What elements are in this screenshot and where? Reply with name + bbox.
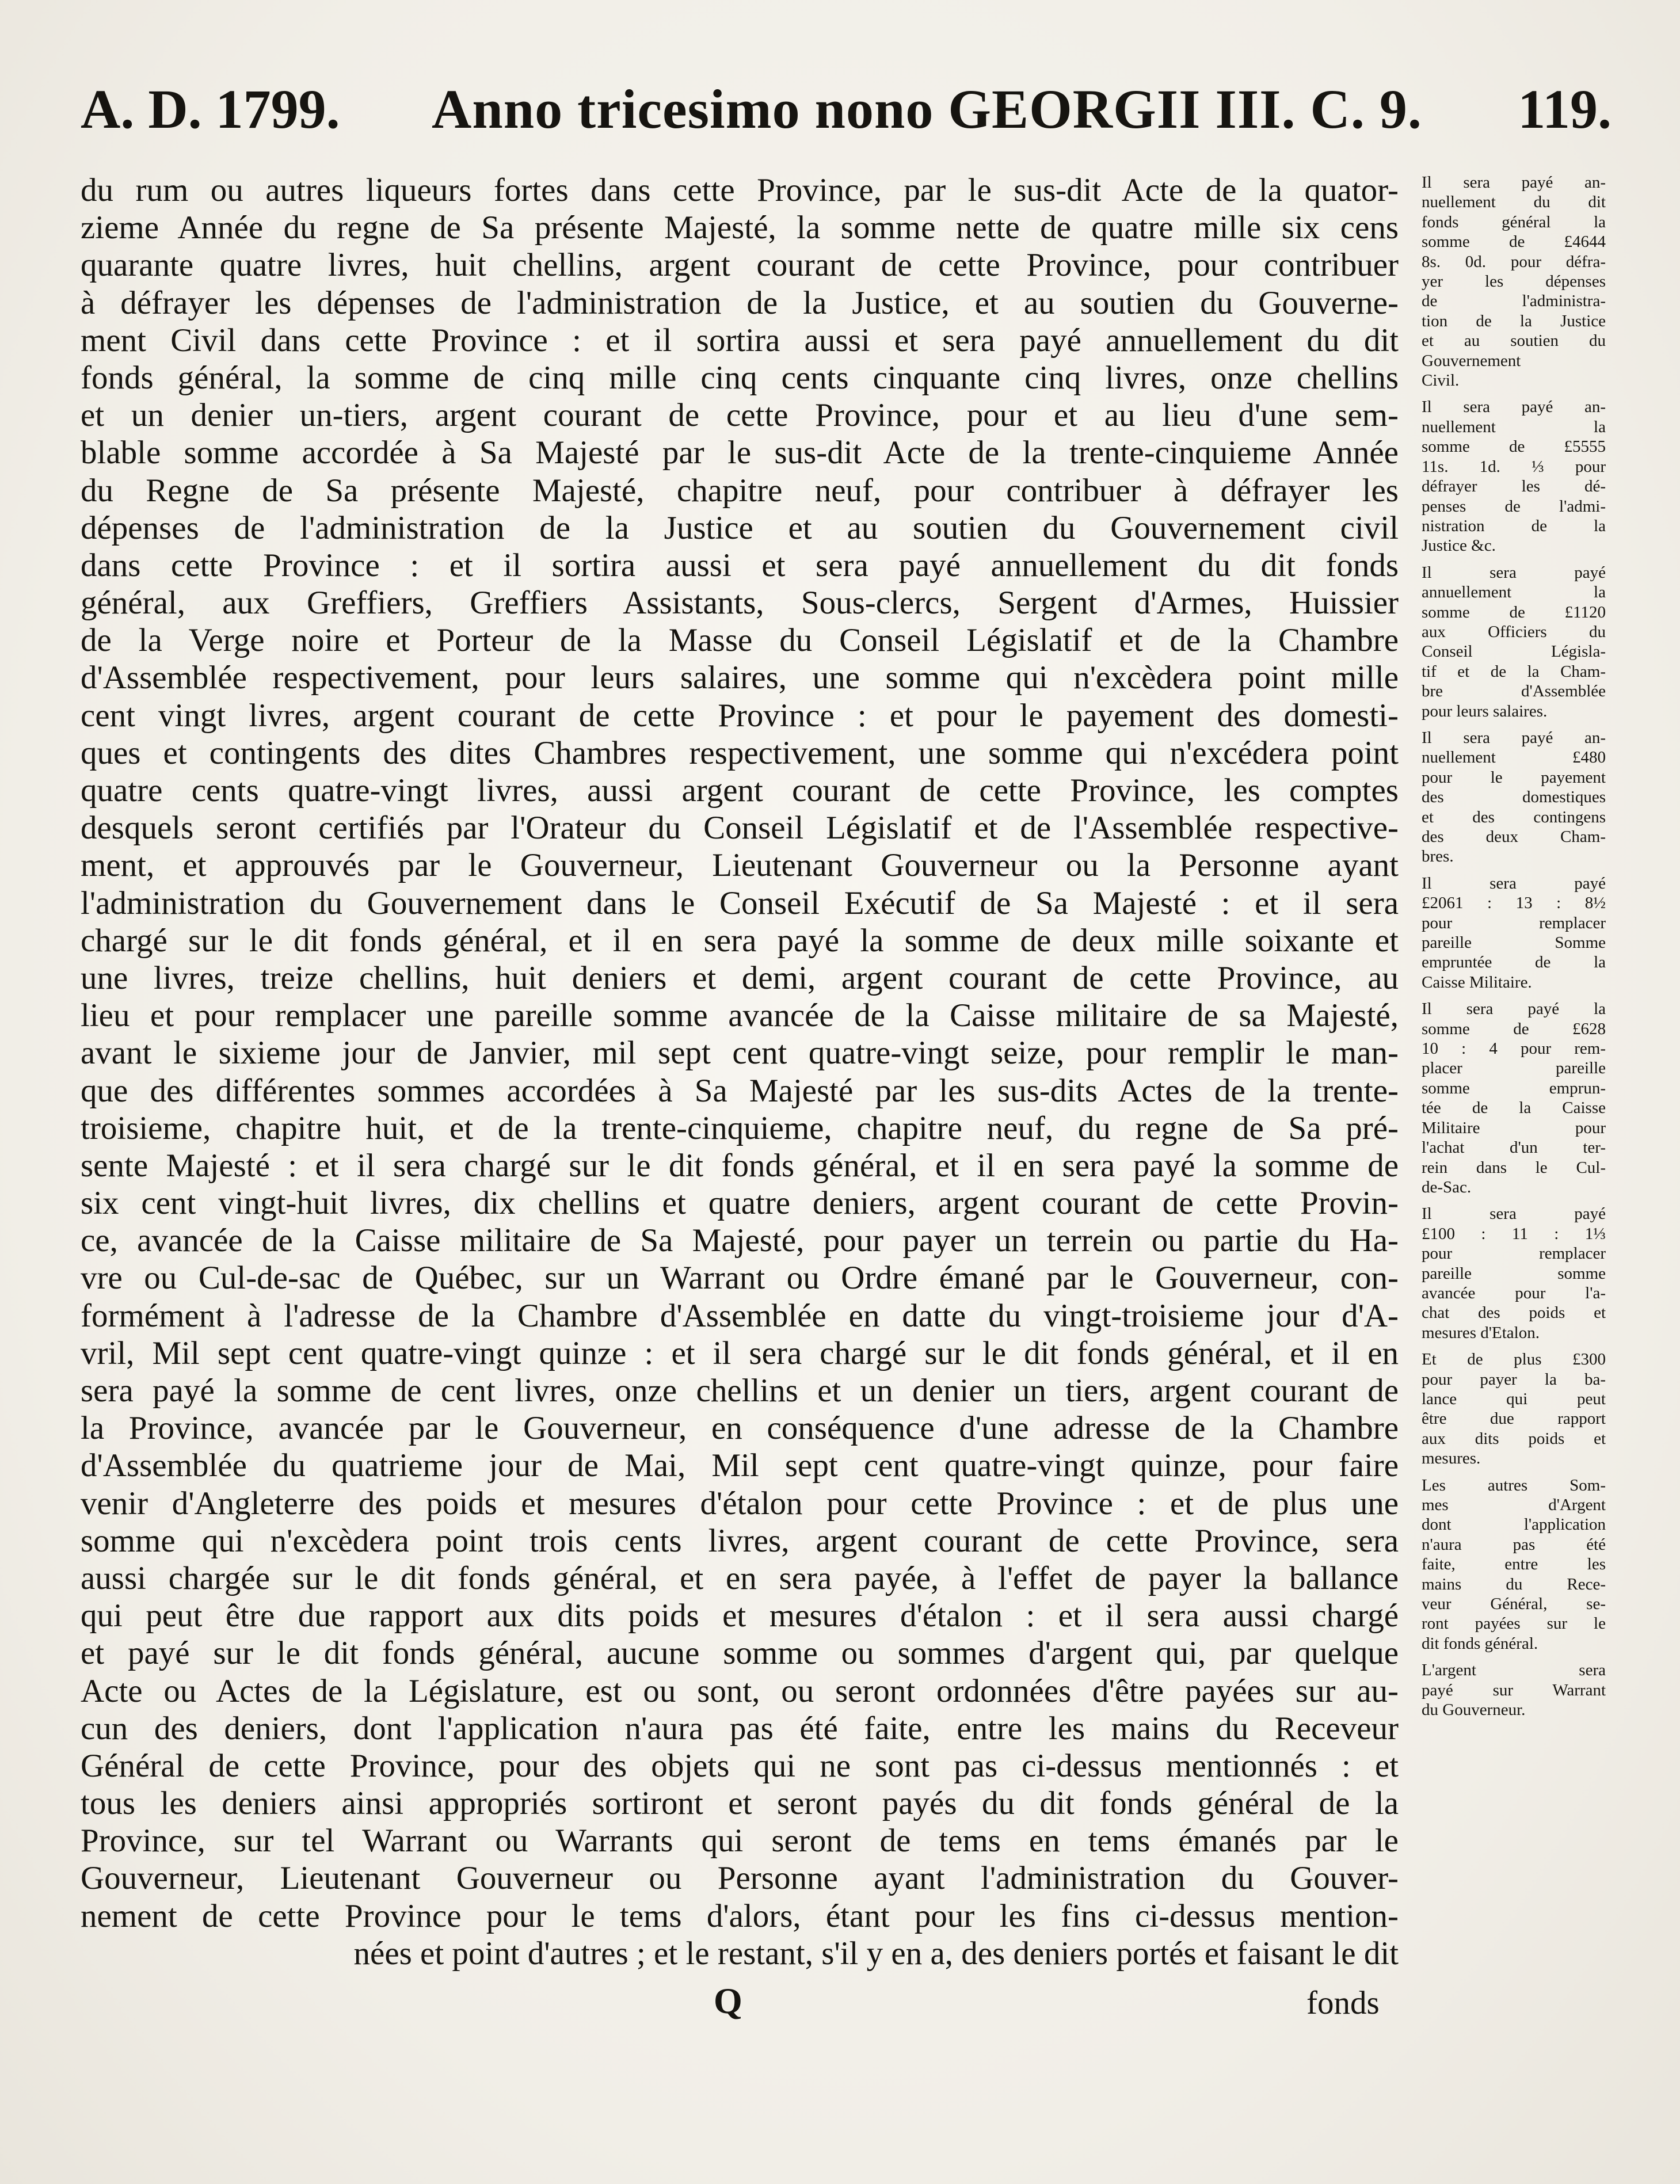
margin-note-line: Il sera payé xyxy=(1422,1205,1606,1224)
body-line: lieu et pour remplacer une pareille somme avancée de la Caisse militaire de sa Majesté, xyxy=(81,997,1399,1034)
body-line: l'administration du Gouvernement dans le Conseil Exécutif de Sa Majesté : et il sera xyxy=(81,885,1399,921)
body-line: que des différentes sommes accordées à Sa Majesté par les sus-dits Actes de la trente- xyxy=(81,1072,1399,1109)
margin-note-line: somme de £1120 xyxy=(1422,603,1606,622)
header-year: A. D. 1799. xyxy=(81,78,340,140)
margin-note xyxy=(1422,1350,1606,1468)
margin-note-line: mesures. xyxy=(1422,1449,1481,1468)
margin-note-line: empruntée de la xyxy=(1422,953,1606,972)
body-line: Gouverneur, Lieutenant Gouverneur ou Personne ayant l'administration du Gouver- xyxy=(81,1860,1399,1897)
margin-note-line: somme de £5555 xyxy=(1422,437,1606,456)
margin-note-line: somme emprun- xyxy=(1422,1078,1606,1097)
body-line: du Regne de Sa présente Majesté, chapitre neuf, pour contribuer à défrayer les xyxy=(81,472,1399,509)
body-line: dépenses de l'administration de la Justice et au soutien du Gouvernement civil xyxy=(81,509,1399,546)
margin-note-line: somme de £4644 xyxy=(1422,232,1606,251)
body-line: zieme Année du regne de Sa présente Majesté, la somme nette de quatre mille six cens xyxy=(81,209,1399,246)
body-line: ment Civil dans cette Province : et il sortira aussi et sera payé annuellement du dit xyxy=(81,322,1399,359)
body-line: formément à l'adresse de la Chambre d'Assemblée en datte du vingt-troisieme jour d'A- xyxy=(81,1297,1399,1334)
margin-note-line: pour leurs salaires. xyxy=(1422,702,1548,721)
margin-note-line: nistration de la xyxy=(1422,516,1606,535)
margin-note-line: défrayer les dé- xyxy=(1422,477,1606,496)
body-line: dans cette Province : et il sortira aussi et sera payé annuellement du dit fonds xyxy=(81,547,1399,584)
margin-note-line: annuellement la xyxy=(1422,583,1606,602)
margin-note-line: pareille somme xyxy=(1422,1264,1606,1283)
body-line: sera payé la somme de cent livres, onze chellins et un denier un tiers, argent courant de xyxy=(81,1373,1399,1409)
body-line: général, aux Greffiers, Greffiers Assistants, Sous-clercs, Sergent d'Armes, Huissier xyxy=(81,585,1399,622)
margin-note xyxy=(1422,1660,1606,1720)
body-line: somme qui n'excèdera point trois cents livres, argent courant de cette Province, sera xyxy=(81,1522,1399,1559)
body-line: vril, Mil sept cent quatre-vingt quinze : et il sera chargé sur le dit fonds général, et il en xyxy=(81,1335,1399,1371)
margin-note-line: tif et de la Cham- xyxy=(1422,662,1606,681)
body-line: qui peut être due rapport aux dits poids et mesures d'étalon : et il sera aussi chargé xyxy=(81,1598,1399,1634)
body-line: nement de cette Province pour le tems d'alors, étant pour les fins ci-dessus mention- xyxy=(81,1897,1399,1934)
margin-note xyxy=(1422,1476,1606,1654)
body-line: sente Majesté : et il sera chargé sur le dit fonds général, et il en sera payé la somme de xyxy=(81,1147,1399,1184)
body-line: quarante quatre livres, huit chellins, argent courant de cette Province, pour contribuer xyxy=(81,247,1399,284)
body-line: ques et contingents des dites Chambres respectivement, une somme qui n'excédera point xyxy=(81,734,1399,771)
margin-note-line: pour le payement xyxy=(1422,768,1606,787)
margin-note-line: des deux Cham- xyxy=(1422,828,1606,846)
body-line: venir d'Angleterre des poids et mesures d'étalon pour cette Province : et de plus une xyxy=(81,1485,1399,1522)
body-line: de la Verge noire et Porteur de la Masse du Conseil Législatif et de la Chambre xyxy=(81,622,1399,659)
margin-note xyxy=(1422,874,1606,992)
body-line: tous les deniers ainsi appropriés sortiront et seront payés du dit fonds général de la xyxy=(81,1785,1399,1822)
body-line: du rum ou autres liqueurs fortes dans cette Province, par le sus-dit Acte de la quator- xyxy=(81,172,1399,208)
body-line: Acte ou Actes de la Législature, est ou sont, ou seront ordonnées d'être payées sur au- xyxy=(81,1672,1399,1709)
margin-note-line: Civil. xyxy=(1422,371,1460,390)
margin-note-line: Militaire pour xyxy=(1422,1118,1606,1137)
margin-note-line: bres. xyxy=(1422,847,1454,866)
body-line: aussi chargée sur le dit fonds général, et en sera payée, à l'effet de payer la ballance xyxy=(81,1560,1399,1596)
running-header xyxy=(81,72,1612,147)
body-line: cent vingt livres, argent courant de cette Province : et pour le payement des domesti- xyxy=(81,697,1399,734)
margin-note-line: dit fonds général. xyxy=(1422,1634,1538,1653)
margin-note xyxy=(1422,397,1606,555)
margin-note-line: tion de la Justice xyxy=(1422,311,1606,330)
margin-note-line: 11s. 1d. ⅓ pour xyxy=(1422,457,1606,476)
margin-note-line: tée de la Caisse xyxy=(1422,1099,1606,1118)
margin-note-line: Il sera payé an- xyxy=(1422,173,1606,192)
body-text xyxy=(81,171,1399,1972)
body-line: desquels seront certifiés par l'Orateur du Conseil Législatif et de l'Assemblée respective- xyxy=(81,810,1399,847)
margin-note-line: n'aura pas été xyxy=(1422,1535,1606,1554)
margin-note-line: lance qui peut xyxy=(1422,1389,1606,1408)
margin-note-line: fonds général la xyxy=(1422,212,1606,231)
margin-note-line: bre d'Assemblée xyxy=(1422,682,1606,701)
body-line: cun des deniers, dont l'application n'aura pas été faite, entre les mains du Receveur xyxy=(81,1710,1399,1747)
body-line: fonds général, la somme de cinq mille cinq cents cinquante cinq livres, onze chellins xyxy=(81,359,1399,396)
margin-note-line: Gouvernement xyxy=(1422,351,1521,370)
body-line: ce, avancée de la Caisse militaire de Sa Majesté, pour payer un terrein ou partie du Ha- xyxy=(81,1222,1399,1259)
margin-note-line: ront payées sur le xyxy=(1422,1614,1606,1633)
margin-note-line: et au soutien du xyxy=(1422,331,1606,350)
body-line: nées et point d'autres ; et le restant, s'il y en a, des deniers portés et faisant le dit xyxy=(353,1935,1399,1972)
margin-note-line: penses de l'admi- xyxy=(1422,497,1606,516)
margin-note xyxy=(1422,173,1606,390)
margin-note-line: 8s. 0d. pour défra- xyxy=(1422,252,1606,271)
margin-note-line: être due rapport xyxy=(1422,1409,1606,1428)
margin-note-line: L'argent sera xyxy=(1422,1661,1606,1680)
margin-note-line: faite, entre les xyxy=(1422,1555,1606,1574)
margin-note-line: pour remplacer xyxy=(1422,1244,1606,1263)
margin-note-line: chat des poids et xyxy=(1422,1303,1606,1322)
body-line: d'Assemblée du quatrieme jour de Mai, Mil sept cent quatre-vingt quinze, pour faire xyxy=(81,1447,1399,1484)
body-line: chargé sur le dit fonds général, et il en sera payé la somme de deux mille soixante et xyxy=(81,922,1399,959)
page-number: 119. xyxy=(1518,78,1612,140)
margin-note-line: rein dans le Cul- xyxy=(1422,1158,1606,1177)
margin-note-line: Et de plus £300 xyxy=(1422,1350,1606,1369)
margin-note-line: £2061 : 13 : 8½ xyxy=(1422,894,1606,913)
margin-note-line: somme de £628 xyxy=(1422,1019,1606,1038)
margin-note xyxy=(1422,999,1606,1197)
margin-note-line: mesures d'Etalon. xyxy=(1422,1323,1540,1342)
margin-note-line: placer pareille xyxy=(1422,1059,1606,1078)
margin-note-line: 10 : 4 pour rem- xyxy=(1422,1039,1606,1058)
body-line: et payé sur le dit fonds général, aucune somme ou sommes d'argent qui, par quelque xyxy=(81,1635,1399,1672)
header-title: Anno tricesimo nono GEORGII III. C. 9. xyxy=(432,78,1422,140)
margin-note xyxy=(1422,1204,1606,1343)
body-line: Province, sur tel Warrant ou Warrants qui seront de tems en tems émanés par le xyxy=(81,1823,1399,1859)
margin-note-line: Justice &c. xyxy=(1422,536,1496,555)
body-line: une livres, treize chellins, huit deniers et demi, argent courant de cette Province, au xyxy=(81,959,1399,996)
margin-notes xyxy=(1422,173,1606,1726)
margin-note-line: aux dits poids et xyxy=(1422,1429,1606,1448)
body-line: et un denier un-tiers, argent courant de cette Province, pour et au lieu d'une sem- xyxy=(81,397,1399,434)
body-line: six cent vingt-huit livres, dix chellins et quatre deniers, argent courant de cette Provin- xyxy=(81,1185,1399,1222)
margin-note-line: nuellement du dit xyxy=(1422,193,1606,212)
margin-note-line: nuellement £480 xyxy=(1422,748,1606,767)
margin-note-line: Il sera payé an- xyxy=(1422,398,1606,417)
margin-note-line: Il sera payé xyxy=(1422,563,1606,582)
margin-note-line: aux Officiers du xyxy=(1422,622,1606,641)
margin-note-line: nuellement la xyxy=(1422,417,1606,436)
body-line: ment, et approuvés par le Gouverneur, Lieutenant Gouverneur ou la Personne ayant xyxy=(81,847,1399,884)
margin-note-line: yer les dépenses xyxy=(1422,272,1606,291)
body-line: à défrayer les dépenses de l'administration de la Justice, et au soutien du Gouverne- xyxy=(81,284,1399,321)
margin-note-line: pareille Somme xyxy=(1422,933,1606,952)
margin-note-line: veur Général, se- xyxy=(1422,1595,1606,1614)
margin-note-line: avancée pour l'a- xyxy=(1422,1283,1606,1302)
margin-note-line: Il sera payé an- xyxy=(1422,728,1606,747)
margin-note-line: payé sur Warrant xyxy=(1422,1680,1606,1699)
margin-note-line: £100 : 11 : 1⅓ xyxy=(1422,1224,1606,1243)
margin-note-line: mains du Rece- xyxy=(1422,1575,1606,1594)
margin-note-line: Il sera payé xyxy=(1422,874,1606,893)
margin-note-line: de l'administra- xyxy=(1422,292,1606,311)
margin-note-line: dont l'application xyxy=(1422,1515,1606,1534)
body-line: blable somme accordée à Sa Majesté par le sus-dit Acte de la trente-cinquieme Année xyxy=(81,434,1399,471)
body-line: Général de cette Province, pour des objets qui ne sont pas ci-dessus mentionnés : et xyxy=(81,1747,1399,1784)
signature-mark: Q xyxy=(714,1980,744,2021)
margin-note xyxy=(1422,563,1606,721)
margin-note-line: mes d'Argent xyxy=(1422,1496,1606,1514)
margin-note-line: Conseil Législa- xyxy=(1422,642,1606,661)
margin-note-line: du Gouverneur. xyxy=(1422,1701,1526,1720)
margin-note-line: Les autres Som- xyxy=(1422,1476,1606,1495)
body-line: quatre cents quatre-vingt livres, aussi argent courant de cette Province, les comptes xyxy=(81,772,1399,809)
margin-note-line: et des contingens xyxy=(1422,807,1606,826)
body-line: d'Assemblée respectivement, pour leurs salaires, une somme qui n'excèdera point mille xyxy=(81,660,1399,696)
margin-note xyxy=(1422,728,1606,867)
catchword: fonds xyxy=(1306,1985,1380,2021)
margin-note-line: pour remplacer xyxy=(1422,913,1606,932)
margin-note-line: Il sera payé la xyxy=(1422,1000,1606,1019)
body-line: vre ou Cul-de-sac de Québec, sur un Warrant ou Ordre émané par le Gouverneur, con- xyxy=(81,1260,1399,1297)
margin-note-line: Caisse Militaire. xyxy=(1422,973,1532,992)
margin-note-line: des domestiques xyxy=(1422,788,1606,807)
margin-note-line: de-Sac. xyxy=(1422,1177,1472,1196)
margin-note-line: l'achat d'un ter- xyxy=(1422,1138,1606,1157)
body-line: troisieme, chapitre huit, et de la trente-cinquieme, chapitre neuf, du regne de Sa pré- xyxy=(81,1110,1399,1146)
margin-note-line: pour payer la ba- xyxy=(1422,1370,1606,1389)
body-line: la Province, avancée par le Gouverneur, en conséquence d'une adresse de la Chambre xyxy=(81,1410,1399,1447)
body-line: avant le sixieme jour de Janvier, mil sept cent quatre-vingt seize, pour remplir le man- xyxy=(81,1035,1399,1072)
